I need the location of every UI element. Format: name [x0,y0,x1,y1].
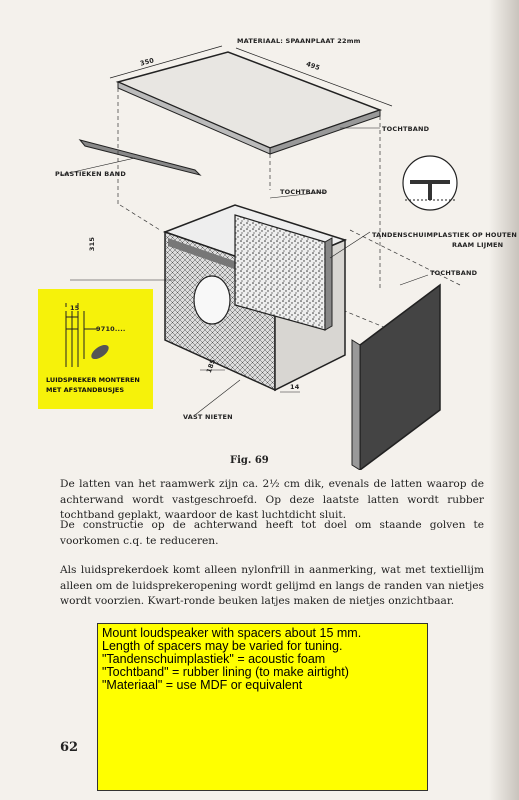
inset-caption [46,375,140,395]
inset-caption-line1: LUIDSPREKER MONTEREN [46,376,140,384]
note-line-1: Mount loudspeaker with spacers about 15 mm. [102,626,362,640]
figure-caption: Fig. 69 [230,455,269,466]
dim-185-label: 185 [204,357,218,375]
paragraph-2: De constructie op de achterwand heeft tot doel om staande golven te voorkomen c.q. te reduceren. [60,519,484,547]
speaker-mount-inset [38,289,153,409]
dim-14-label: 14 [290,383,300,391]
tochtband-top-label: TOCHTBAND [382,125,430,133]
material-label: MATERIAAL: SPAANPLAAT 22mm [237,37,361,45]
translation-note [97,623,428,791]
raam-lijm-label: RAAM LIJMEN [452,241,504,249]
note-line-2: Length of spacers may be varied for tuning. [102,639,343,653]
note-line-4: "Tochtband" = rubber lining (to make airtight) [102,665,349,679]
paragraph-3: Als luidsprekerdoek komt alleen nylonfrill in aanmerking, wat met textiellijm alleen om de luidsprekeropening wordt gelijmd en langs de randen van nietjes wordt voorzien. Kwart-ronde beuken latjes maken de nietjes onzichtbaar. [60,564,484,608]
plastieken-band-label: PLASTIEKEN BAND [55,170,126,178]
dim-350-label: 350 [139,56,155,68]
dim-315-label: 315 [88,236,97,252]
note-line-3: "Tandenschuimplastiek" = acoustic foam [102,652,326,666]
paragraph-1: De latten van het raamwerk zijn ca. 2½ cm dik, evenals de latten waarop de achterwand wordt vastgeschroefd. Op deze laatste latten wordt rubber tochtband geplakt, waardoor de kast luchtdicht sluit. [60,478,484,522]
dim-495-label: 495 [305,59,322,73]
tochtband-mid-label: TOCHTBAND [280,188,328,196]
back-panel [352,285,440,470]
profile-detail [403,156,457,210]
tochtband-right-label: TOCHTBAND [430,269,478,277]
inset-part-number: 9710.... [96,325,126,333]
note-line-5: "Materiaal" = use MDF or equivalent [102,678,303,692]
inset-dim-15: 15 [70,304,80,312]
inset-caption-line2: MET AFSTANDBUSJES [46,386,125,394]
tandenschuim-label: TANDENSCHUIMPLASTIEK OP HOUTEN [372,231,518,239]
page-number: 62 [60,740,79,755]
vast-nieten-label: VAST NIETEN [183,413,233,421]
